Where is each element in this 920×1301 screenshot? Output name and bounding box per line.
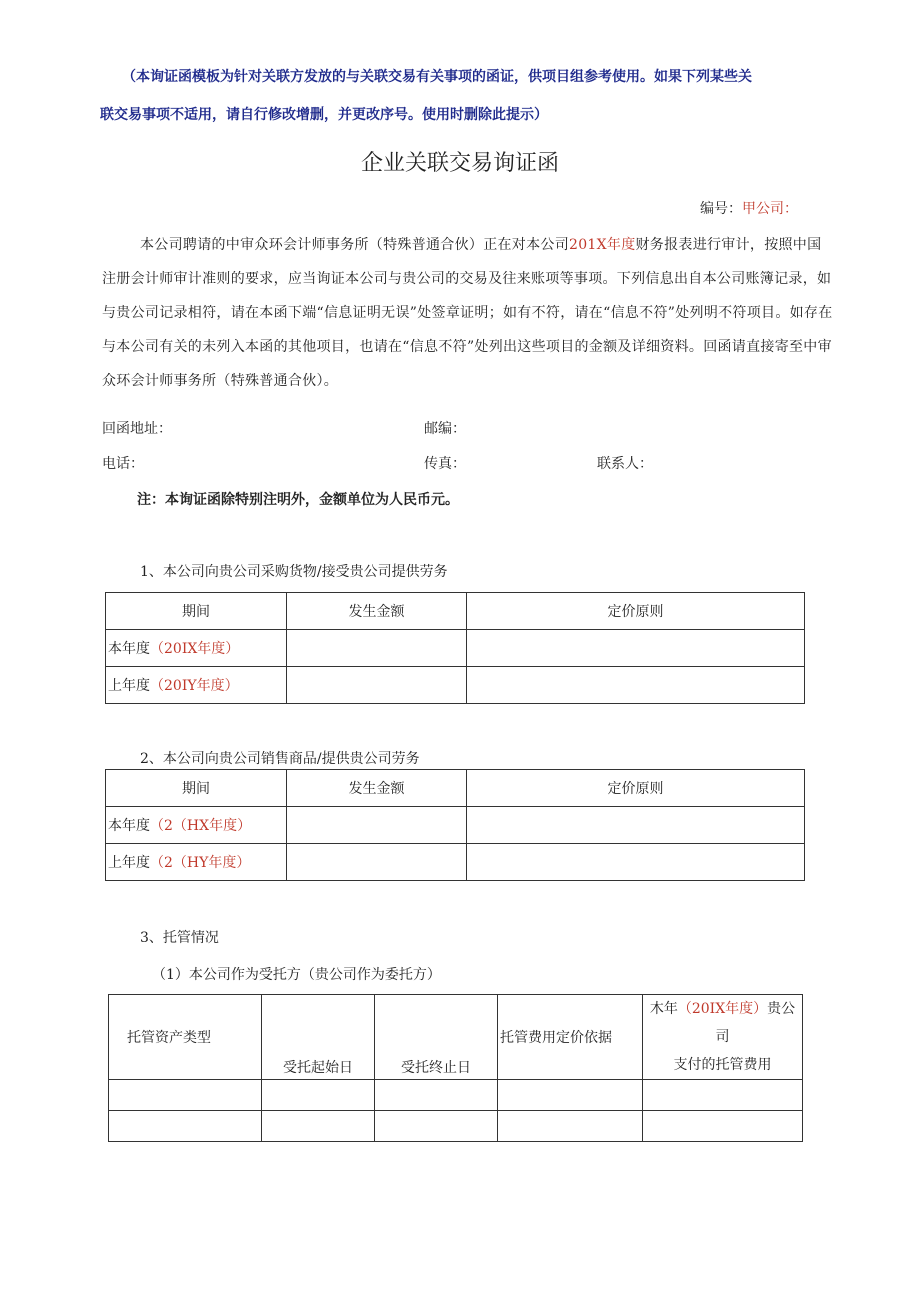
table-header-row [109,995,803,1080]
currency-note: 注：本询证函除特别注明外，金额单位为人民币元。 [137,492,459,508]
pricing-cell[interactable] [467,844,805,881]
start-date-cell[interactable] [262,1111,375,1142]
body-text-2: 财务报表进行审计，按照中国注册会计师审计准则的要求，应当询证本公司与贵公司的交易及往来账项等事项。下列信息出自本公司账簿记录，如与贵公司记录相符，请在本函下端“信息证明无误”处签章证明；如有不符，请在“信息不符”处列明不符项目。如存在与本公司有关的未列入本函的其他项目，也请在“信息不符”处列出这些项目的金额及详细资料。回函请直接寄至中审众环会计师事务所（特殊普通合伙）。 [102,237,833,389]
notice-line-2: 联交易事项不适用，请自行修改增删，并更改序号。使用时删除此提示） [100,107,548,123]
asset-type-cell[interactable] [109,1080,262,1111]
section-1-heading: 1、本公司向贵公司采购货物/接受贵公司提供劳务 [140,564,448,580]
pricing-cell[interactable] [467,667,805,704]
header-end-date: 受托终止日 [375,995,498,1080]
header-start-date: 受托起始日 [262,995,375,1080]
header-fee-basis: 托管费用定价依据 [498,995,643,1080]
table-row [106,630,805,667]
table-row [109,1111,803,1142]
return-address-label: 回函地址： [102,421,172,437]
body-text-1: 本公司聘请的中审众环会计师事务所（特殊普通合伙）正在对本公司 [140,237,569,253]
postcode-label: 邮编： [424,421,466,437]
header-pricing: 定价原则 [467,593,805,630]
template-notice [100,58,820,134]
period-cell: 本年度（2（HX年度） [106,807,287,844]
section-2-heading: 2、本公司向贵公司销售商品/提供贵公司劳务 [140,751,420,767]
number-label: 编号： [700,201,742,217]
amount-cell[interactable] [287,807,467,844]
page-title: 企业关联交易询证函 [360,151,559,176]
table-header-row [106,770,805,807]
period-cell: 本年度（20IX年度） [106,630,287,667]
notice-line-1: （本询证函模板为针对关联方发放的与关联交易有关事项的函证，供项目组参考使用。如果下列某些关 [122,69,752,85]
header-amount: 发生金额 [287,770,467,807]
table-header-row [106,593,805,630]
table-row [109,1080,803,1111]
sales-table [105,769,805,881]
amount-cell[interactable] [287,844,467,881]
header-period: 期间 [106,770,287,807]
end-date-cell[interactable] [375,1080,498,1111]
pricing-cell[interactable] [467,630,805,667]
end-date-cell[interactable] [375,1111,498,1142]
section-3-subheading: （1）本公司作为受托方（贵公司作为委托方） [152,967,441,983]
letter-body [102,228,834,398]
header-pricing: 定价原则 [467,770,805,807]
amount-cell[interactable] [287,667,467,704]
pricing-cell[interactable] [467,807,805,844]
section-3-heading: 3、托管情况 [140,930,219,946]
amount-cell[interactable] [287,630,467,667]
fee-basis-cell[interactable] [498,1080,643,1111]
fee-paid-cell[interactable] [643,1080,803,1111]
document-number [700,198,798,218]
period-cell: 上年度（2（HY年度） [106,844,287,881]
period-cell: 上年度（20IY年度） [106,667,287,704]
body-year: 201X年度 [569,237,636,253]
header-period: 期间 [106,593,287,630]
custody-table [108,994,803,1142]
contact-person-label: 联系人： [597,456,653,472]
header-amount: 发生金额 [287,593,467,630]
table-row [106,667,805,704]
purchase-table [105,592,805,704]
phone-label: 电话： [102,456,144,472]
letter-paragraph [102,228,834,398]
start-date-cell[interactable] [262,1080,375,1111]
table-row [106,807,805,844]
table-row [106,844,805,881]
asset-type-cell[interactable] [109,1111,262,1142]
fax-label: 传真： [424,456,466,472]
fee-paid-cell[interactable] [643,1111,803,1142]
number-value: 甲公司： [742,201,798,217]
fee-basis-cell[interactable] [498,1111,643,1142]
header-fee-paid: 木年（20IX年度）贵公司 支付的托管费用 [643,995,803,1080]
header-asset-type: 托管资产类型 [109,995,262,1080]
